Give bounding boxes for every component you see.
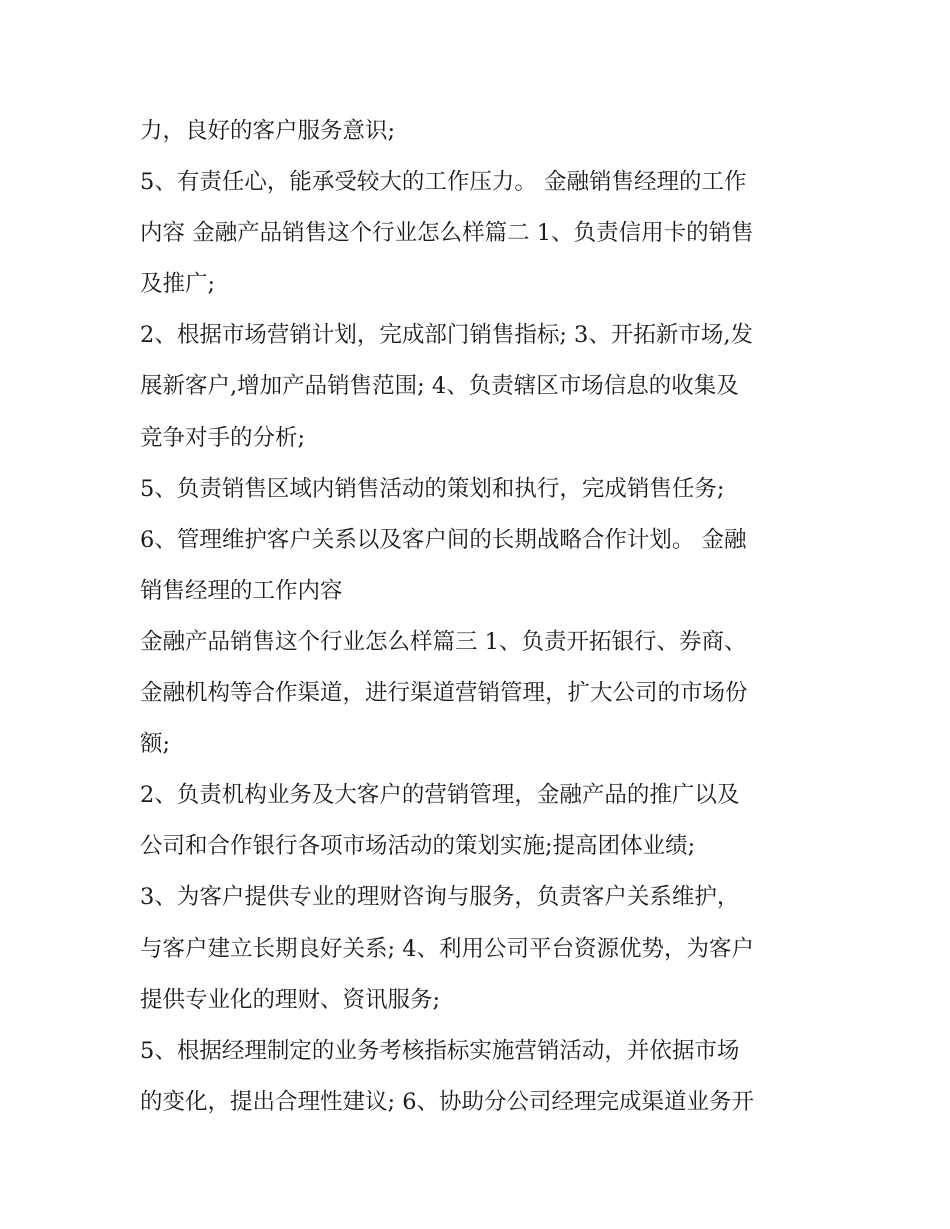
text-line: 5、根据经理制定的业务考核指标实施营销活动，并依据市场 [140, 1037, 740, 1064]
text-line: 与客户建立长期良好关系; 4、利用公司平台资源优势，为客户 [140, 935, 755, 962]
text-line: 5、有责任心，能承受较大的工作压力。 金融销售经理的工作 [140, 169, 747, 196]
text-line: 金融产品销售这个行业怎么样篇三 1、负责开拓银行、券商、 [140, 628, 747, 655]
text-line: 竞争对手的分析; [140, 424, 306, 451]
text-line: 及推广; [140, 271, 216, 298]
text-line: 2、根据市场营销计划，完成部门销售指标; 3、开拓新市场,发 [140, 322, 754, 349]
text-line: 2、负责机构业务及大客户的营销管理，金融产品的推广以及 [140, 782, 740, 809]
text-line: 提供专业化的理财、资讯服务; [140, 986, 441, 1013]
text-line: 公司和合作银行各项市场活动的策划实施;提高团体业绩; [140, 833, 696, 860]
text-line: 展新客户,增加产品销售范围; 4、负责辖区市场信息的收集及 [140, 373, 739, 400]
text-line: 销售经理的工作内容 [140, 577, 343, 604]
text-line: 6、管理维护客户关系以及客户间的长期战略合作计划。 金融 [140, 526, 747, 553]
document-body [140, 106, 820, 1128]
text-line: 力，良好的客户服务意识; [140, 118, 396, 144]
text-line: 3、为客户提供专业的理财咨询与服务，负责客户关系维护， [140, 884, 740, 911]
text-line: 的变化，提出合理性建议; 6、协助分公司经理完成渠道业务开 [140, 1088, 755, 1115]
text-line: 5、负责销售区域内销售活动的策划和执行，完成销售任务; [140, 475, 725, 502]
text-line: 额; [140, 731, 171, 758]
text-line: 金融机构等合作渠道，进行渠道营销管理，扩大公司的市场份 [140, 680, 748, 707]
text-line: 内容 金融产品销售这个行业怎么样篇二 1、负责信用卡的销售 [140, 220, 754, 247]
